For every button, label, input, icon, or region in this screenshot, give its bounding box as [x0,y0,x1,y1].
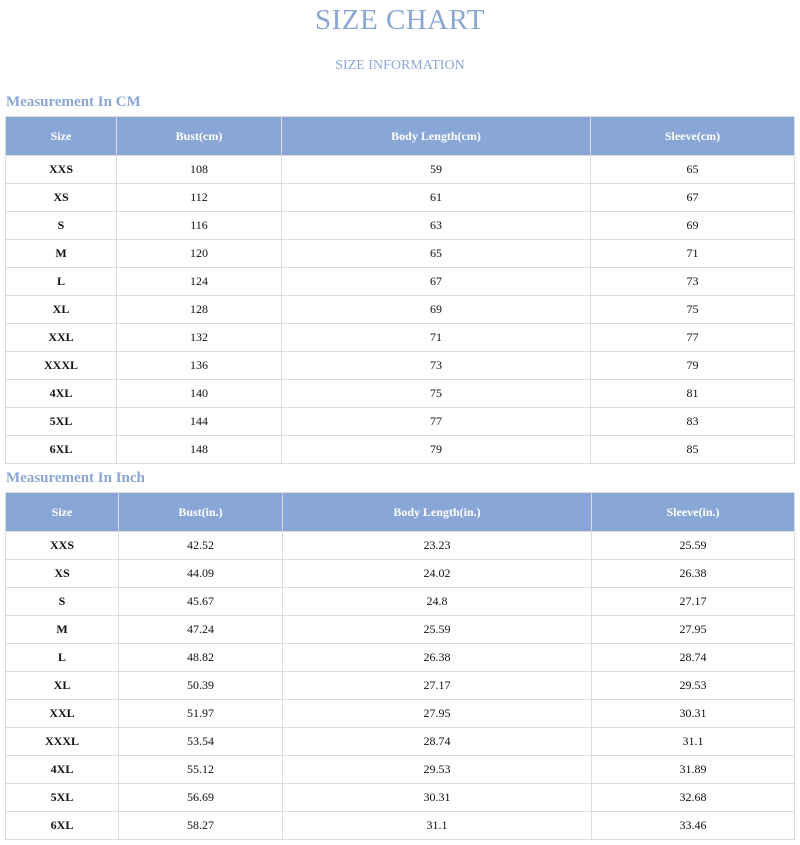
cell-size: M [6,240,117,268]
table-row [6,700,795,728]
cell-bust: 51.97 [119,700,283,728]
cell-size: XXL [6,700,119,728]
cell-sleeve: 77 [591,324,795,352]
cell-body-length: 29.53 [283,756,592,784]
cell-sleeve: 29.53 [592,672,795,700]
cell-sleeve: 26.38 [592,560,795,588]
cell-sleeve: 67 [591,184,795,212]
header-body-length: Body Length(in.) [283,493,592,532]
cell-bust: 44.09 [119,560,283,588]
cell-sleeve: 65 [591,156,795,184]
cell-sleeve: 73 [591,268,795,296]
table-row [6,240,795,268]
cell-sleeve: 79 [591,352,795,380]
cell-size: S [6,588,119,616]
table-row [6,588,795,616]
cell-body-length: 24.02 [283,560,592,588]
header-bust: Bust(cm) [117,117,282,156]
cell-body-length: 25.59 [283,616,592,644]
size-table-inch [5,492,795,840]
cell-size: XXS [6,532,119,560]
header-size: Size [6,493,119,532]
table-row [6,324,795,352]
cell-bust: 132 [117,324,282,352]
cell-sleeve: 25.59 [592,532,795,560]
cell-size: 4XL [6,756,119,784]
cell-bust: 144 [117,408,282,436]
table-row [6,212,795,240]
cell-body-length: 26.38 [283,644,592,672]
cell-sleeve: 83 [591,408,795,436]
table-row [6,184,795,212]
cell-bust: 45.67 [119,588,283,616]
cell-body-length: 59 [282,156,591,184]
header-sleeve: Sleeve(cm) [591,117,795,156]
cell-size: 5XL [6,408,117,436]
cell-size: XXS [6,156,117,184]
cell-size: L [6,644,119,672]
cell-body-length: 27.95 [283,700,592,728]
cell-bust: 50.39 [119,672,283,700]
cell-size: L [6,268,117,296]
cell-sleeve: 75 [591,296,795,324]
cell-size: S [6,212,117,240]
cell-sleeve: 69 [591,212,795,240]
cell-bust: 58.27 [119,812,283,840]
cell-body-length: 69 [282,296,591,324]
table-row [6,436,795,464]
table-row [6,784,795,812]
cell-body-length: 67 [282,268,591,296]
table-row [6,756,795,784]
cell-bust: 48.82 [119,644,283,672]
table-row [6,812,795,840]
table-row [6,156,795,184]
cell-sleeve: 31.89 [592,756,795,784]
header-body-length: Body Length(cm) [282,117,591,156]
cell-sleeve: 33.46 [592,812,795,840]
cell-bust: 120 [117,240,282,268]
table-row [6,532,795,560]
cell-body-length: 77 [282,408,591,436]
cell-sleeve: 85 [591,436,795,464]
cell-body-length: 75 [282,380,591,408]
cell-body-length: 31.1 [283,812,592,840]
cell-body-length: 28.74 [283,728,592,756]
table-row [6,644,795,672]
cell-bust: 136 [117,352,282,380]
cell-size: XL [6,296,117,324]
cell-sleeve: 27.17 [592,588,795,616]
table-row [6,616,795,644]
cell-size: XXXL [6,728,119,756]
cell-size: XS [6,184,117,212]
table-row [6,380,795,408]
cell-size: XS [6,560,119,588]
cell-sleeve: 71 [591,240,795,268]
cell-size: 6XL [6,436,117,464]
cell-bust: 42.52 [119,532,283,560]
cell-sleeve: 30.31 [592,700,795,728]
cell-body-length: 71 [282,324,591,352]
cell-body-length: 65 [282,240,591,268]
cell-size: XXXL [6,352,117,380]
section-label-inch: Measurement In Inch [6,470,145,486]
table-row [6,408,795,436]
cell-bust: 116 [117,212,282,240]
cell-bust: 53.54 [119,728,283,756]
page-subtitle: SIZE INFORMATION [335,58,465,73]
cell-body-length: 24.8 [283,588,592,616]
cell-body-length: 23.23 [283,532,592,560]
cell-size: 5XL [6,784,119,812]
cell-size: XXL [6,324,117,352]
page-title: SIZE CHART [314,4,485,36]
cell-bust: 124 [117,268,282,296]
cell-bust: 140 [117,380,282,408]
cell-body-length: 30.31 [283,784,592,812]
cell-bust: 112 [117,184,282,212]
cell-bust: 148 [117,436,282,464]
cell-sleeve: 28.74 [592,644,795,672]
cell-body-length: 79 [282,436,591,464]
cell-bust: 56.69 [119,784,283,812]
cell-size: 6XL [6,812,119,840]
cell-sleeve: 32.68 [592,784,795,812]
header-size: Size [6,117,117,156]
cell-body-length: 61 [282,184,591,212]
header-bust: Bust(in.) [119,493,283,532]
table-row [6,672,795,700]
cell-size: M [6,616,119,644]
cell-size: 4XL [6,380,117,408]
size-table-cm [5,116,795,464]
table-row [6,352,795,380]
header-sleeve: Sleeve(in.) [592,493,795,532]
section-label-cm: Measurement In CM [6,94,141,110]
cell-bust: 55.12 [119,756,283,784]
cell-sleeve: 81 [591,380,795,408]
cell-sleeve: 27.95 [592,616,795,644]
cell-body-length: 73 [282,352,591,380]
table-header-row [6,117,795,156]
cell-bust: 128 [117,296,282,324]
cell-body-length: 63 [282,212,591,240]
table-row [6,728,795,756]
table-row [6,268,795,296]
table-row [6,296,795,324]
cell-size: XL [6,672,119,700]
cell-bust: 108 [117,156,282,184]
cell-sleeve: 31.1 [592,728,795,756]
cell-bust: 47.24 [119,616,283,644]
table-header-row [6,493,795,532]
table-row [6,560,795,588]
cell-body-length: 27.17 [283,672,592,700]
